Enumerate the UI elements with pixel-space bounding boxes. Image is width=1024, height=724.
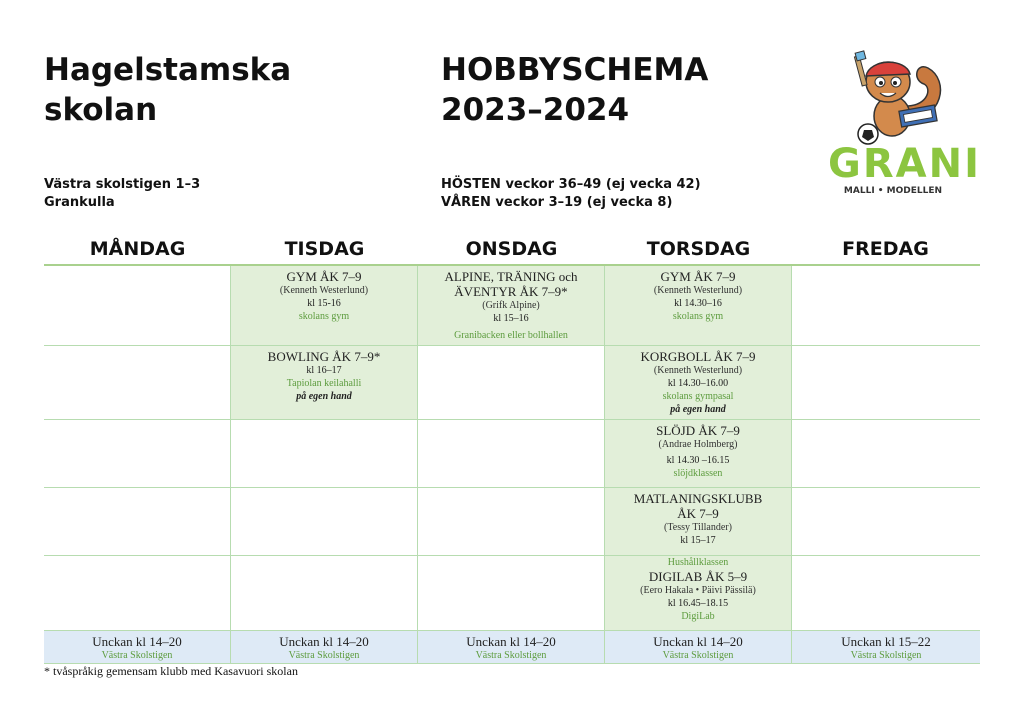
activity-name: GYM ÅK 7–9 [286, 269, 362, 284]
page-title [441, 50, 761, 130]
activity-leader: (Andrae Holmberg) [658, 439, 738, 450]
activity-place: Tapiolan keilahalli [286, 378, 362, 389]
footnote: * tvåspråkig gemensam klubb med Kasavuori skolan [44, 664, 298, 678]
day-header-tuesday: TISDAG [284, 238, 365, 260]
activity-time: kl 14.30–16.00 [667, 378, 729, 389]
cell-ons-3 [418, 420, 605, 488]
unckan-time: Unckan kl 14–20 [92, 634, 182, 649]
grani-logo [828, 50, 981, 205]
activity-time: kl 16.45–18.15 [667, 598, 729, 609]
activity-name: KORGBOLL ÅK 7–9 [640, 349, 756, 364]
activity-leader: (Kenneth Westerlund) [653, 285, 743, 296]
activity-place: DigiLab [681, 611, 715, 622]
activity-card-tis-bowling [231, 346, 418, 420]
unckan-card-tor [605, 631, 792, 664]
unckan-place: Västra Skolstigen [475, 650, 547, 661]
school-name-line2: skolan [44, 92, 158, 128]
unckan-place: Västra Skolstigen [288, 650, 360, 661]
cell-fri-5 [792, 556, 980, 631]
address [44, 176, 344, 212]
unckan-card-ons [418, 631, 605, 664]
day-header-wednesday: ONSDAG [465, 238, 558, 260]
school-name [44, 50, 364, 130]
cell-tis-3 [231, 420, 418, 488]
spring-weeks: VÅREN veckor 3–19 (ej vecka 8) [441, 195, 673, 210]
activity-place: slöjdklassen [673, 468, 723, 479]
activity-card-tor-slojd [605, 420, 792, 488]
unckan-place: Västra Skolstigen [101, 650, 173, 661]
activity-card-tis-gym [231, 266, 418, 346]
activity-name: MATLANINGSKLUBB ÅK 7–9 [633, 491, 763, 521]
activity-leader: (Eero Hakala • Päivi Pässilä) [640, 585, 756, 596]
unckan-card-tis [231, 631, 418, 664]
activity-leader: (Kenneth Westerlund) [653, 365, 743, 376]
cell-ons-5 [418, 556, 605, 631]
address-city: Grankulla [44, 195, 115, 210]
activity-card-tor-matlagning [605, 488, 792, 556]
activity-place: skolans gym [298, 311, 350, 322]
activity-name: GYM ÅK 7–9 [660, 269, 736, 284]
cell-tis-4 [231, 488, 418, 556]
activity-time: kl 15–16 [493, 313, 529, 324]
activity-place: Granibacken eller bollhallen [454, 330, 568, 341]
squirrel-mascot-icon [828, 50, 958, 145]
activity-card-tor-digilab [605, 556, 792, 631]
unckan-time: Unckan kl 14–20 [653, 634, 743, 649]
page-title-line2: 2023–2024 [441, 92, 630, 128]
cell-ons-4 [418, 488, 605, 556]
cell-mon-4 [44, 488, 231, 556]
autumn-weeks: HÖSTEN veckor 36–49 (ej vecka 42) [441, 177, 701, 192]
schedule-grid [44, 264, 980, 664]
day-header-thursday: TORSDAG [646, 238, 751, 260]
activity-name: BOWLING ÅK 7–9* [267, 349, 381, 364]
cell-fri-1 [792, 266, 980, 346]
unckan-place: Västra Skolstigen [662, 650, 734, 661]
day-header-monday: MÅNDAG [89, 238, 186, 260]
activity-leader: (Kenneth Westerlund) [279, 285, 369, 296]
activity-place: skolans gympasal [662, 391, 734, 402]
activity-note: på egen hand [296, 391, 352, 402]
activity-time: kl 15–17 [680, 535, 716, 546]
activity-card-tor-korgboll [605, 346, 792, 420]
activity-name: DIGILAB ÅK 5–9 [648, 569, 748, 584]
activity-card-ons-alpine [418, 266, 605, 346]
unckan-time: Unckan kl 15–22 [841, 634, 931, 649]
cell-mon-2 [44, 346, 231, 420]
activity-time: kl 14.30–16 [674, 298, 722, 309]
unckan-time: Unckan kl 14–20 [279, 634, 369, 649]
unckan-card-fri [792, 631, 980, 664]
activity-time: kl 15-16 [307, 298, 341, 309]
cell-tis-5 [231, 556, 418, 631]
activity-place: skolans gym [672, 311, 724, 322]
day-header-friday: FREDAG [842, 238, 929, 260]
activity-name: ALPINE, TRÄNING och ÄVENTYR ÅK 7–9* [444, 269, 578, 299]
cell-mon-5 [44, 556, 231, 631]
activity-note: på egen hand [670, 404, 726, 415]
activity-time: kl 14.30 –16.15 [666, 455, 730, 466]
activity-leader: (Grifk Alpine) [482, 300, 540, 311]
logo-subtitle: MALLI • MODELLEN [843, 186, 943, 196]
cell-mon-3 [44, 420, 231, 488]
activity-card-tor-gym [605, 266, 792, 346]
cell-fri-2 [792, 346, 980, 420]
logo-wordmark: GRANI [828, 141, 981, 187]
activity-time: kl 16–17 [306, 365, 342, 376]
term-weeks [441, 176, 801, 212]
cell-fri-3 [792, 420, 980, 488]
page-title-line1: HOBBYSCHEMA [441, 52, 709, 88]
activity-place: Hushållklassen [667, 557, 729, 568]
address-street: Västra skolstigen 1–3 [44, 177, 201, 192]
cell-mon-1 [44, 266, 231, 346]
unckan-time: Unckan kl 14–20 [466, 634, 556, 649]
unckan-card-mon [44, 631, 231, 664]
activity-name: SLÖJD ÅK 7–9 [656, 423, 740, 438]
activity-leader: (Tessy Tillander) [664, 522, 732, 533]
unckan-place: Västra Skolstigen [850, 650, 922, 661]
cell-ons-2 [418, 346, 605, 420]
school-name-line1: Hagelstamska [44, 52, 292, 88]
cell-fri-4 [792, 488, 980, 556]
